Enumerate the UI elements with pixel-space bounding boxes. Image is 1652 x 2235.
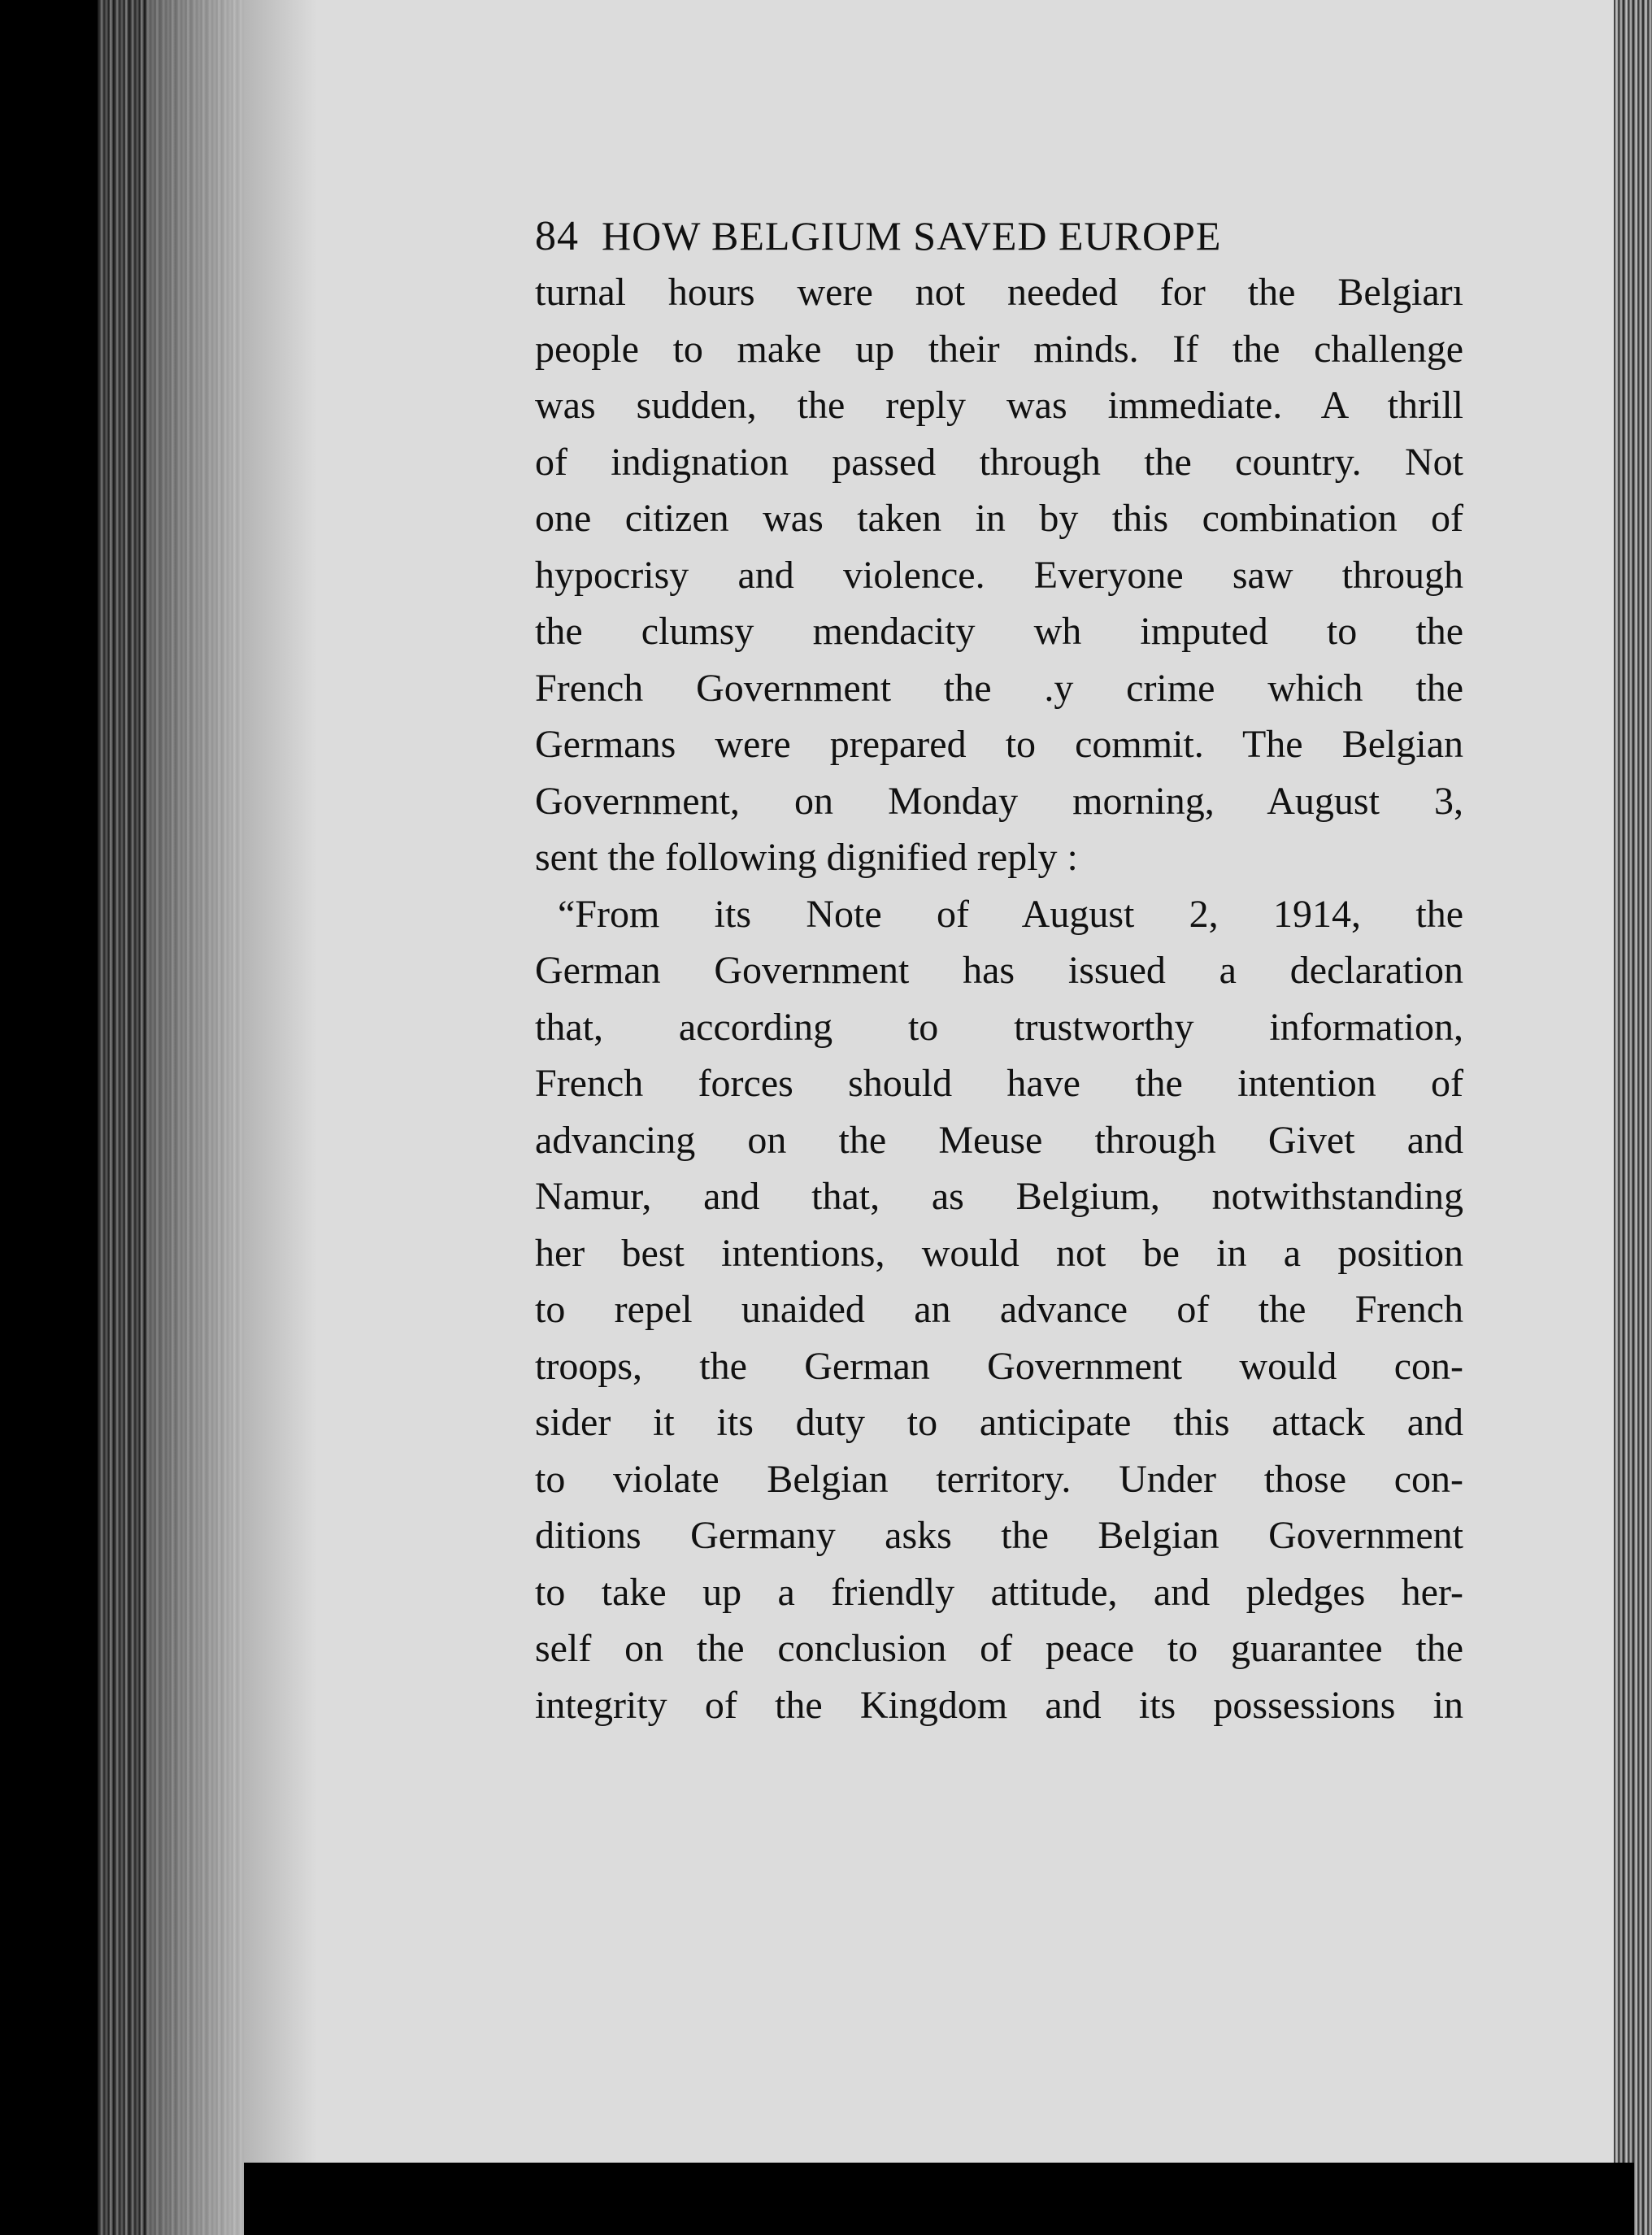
text-line: turnal hours were not needed for the Belgiarı	[535, 271, 1463, 314]
text-line: sent the following dignified reply :	[535, 836, 1078, 879]
text-line: Germans were prepared to commit. The Belgian	[535, 723, 1463, 766]
text-line: Namur, and that, as Belgium, notwithstanding	[535, 1175, 1463, 1218]
text-line: sider it its duty to anticipate this attack and	[535, 1401, 1463, 1444]
text-line: her best intentions, would not be in a position	[535, 1231, 1463, 1275]
text-line: French Government the .y crime which the	[535, 666, 1463, 710]
text-line: advancing on the Meuse through Givet and	[535, 1118, 1463, 1162]
text-line: that, according to trustworthy information,	[535, 1005, 1463, 1049]
book-edge-right	[1614, 0, 1652, 2235]
page-number: 84	[535, 213, 579, 259]
text-line: to violate Belgian territory. Under those con-	[535, 1457, 1463, 1501]
text-line: French forces should have the intention of	[535, 1062, 1463, 1105]
page-shade	[244, 0, 317, 2163]
text-line: to repel unaided an advance of the French	[535, 1288, 1463, 1331]
text-line: German Government has issued a declaration	[535, 949, 1463, 992]
text-line: one citizen was taken in by this combination of	[535, 497, 1463, 540]
body-text	[535, 264, 1463, 1733]
text-line: hypocrisy and violence. Everyone saw through	[535, 553, 1463, 597]
text-line: people to make up their minds. If the challenge	[535, 327, 1463, 371]
text-line: ditions Germany asks the Belgian Government	[535, 1514, 1463, 1557]
scan-bottom-border	[244, 2163, 1634, 2235]
text-line: of indignation passed through the country. Not	[535, 440, 1463, 484]
page-gutter-shadow	[146, 0, 252, 2235]
text-line: was sudden, the reply was immediate. A thrill	[535, 384, 1463, 427]
page-content	[535, 207, 1463, 1733]
text-line: integrity of the Kingdom and its possessions in	[535, 1683, 1463, 1727]
running-title: HOW BELGIUM SAVED EUROPE	[602, 213, 1222, 259]
text-line: to take up a friendly attitude, and pledges her-	[535, 1570, 1463, 1614]
text-line: troops, the German Government would con-	[535, 1344, 1463, 1388]
running-head	[535, 207, 1463, 264]
text-line: self on the conclusion of peace to guarantee the	[535, 1627, 1463, 1670]
text-line: “From its Note of August 2, 1914, the	[558, 892, 1463, 936]
text-line: Government, on Monday morning, August 3,	[535, 779, 1463, 823]
text-line: the clumsy mendacity wh imputed to the	[535, 610, 1463, 653]
